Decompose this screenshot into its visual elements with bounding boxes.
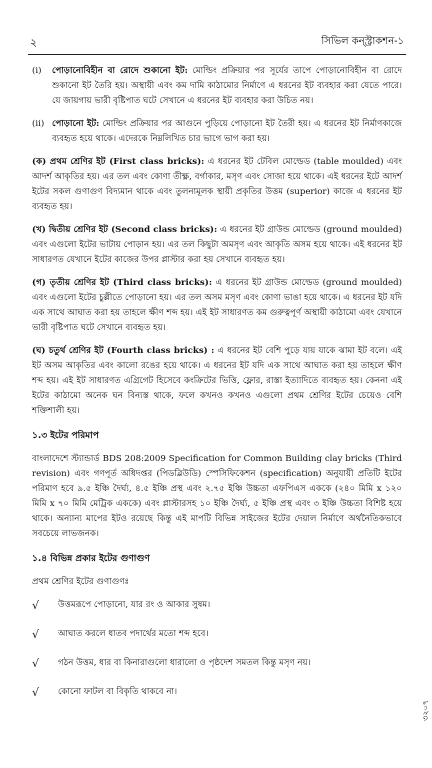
checkmark-icon: √ [32,599,40,612]
item-text [52,64,402,109]
class-description: এ ধরনের ইট বেশি পুড়ে যায় যাকে ঝামা ইট বলে। এই ইট অসম আকৃতির এবং কালো রঙের হয়ে থাকে। এ ধরনের ইট যদি এক সাথে আঘাত করা হয় তাহলে ক্ষীণ শব্দ হয়। এই ইট সাধারণত এগ্রিগেট হিসেবে কংক্রিটের ভিত্তি, ফ্লোর, রাস্তা ইত্যাদিতে ব্যবহৃত হয়। কেননা এই ইটের কাঠামো অনেক ঘন বিন্যস্ত থাকে, ফলে কখনও কখনও এগুলো প্রথম শ্রেণির ইটের চেয়েও বেশি শক্তিশালী হয়। [32,346,402,416]
list-item-text: উত্তমরূপে পোড়ানো, যার রং ও আকার সুষম। [58,600,211,610]
class-description: এ ধরনের ইট টেবিল মোল্ডেড (table moulded) এবং আদর্শ আকৃতির হয়। এর তল এবং কোণা তীক্ষ্ণ, বর্গাকার, মসৃণ এবং সোজা হয়ে থাকে। এই ধরনের ইটে আদর্শ ইটের সকল গুণাগুণ বিদ্যমান থাকে এবং তুলনামূলক স্থায়ী প্রকৃতির উত্তম (superior) কাজে এ ধরনের ইট ব্যবহৃত হয়। [32,157,402,212]
header-rule [28,54,406,55]
list-item-text: আঘাত করলে ধাতব পদার্থের মতো শব্দ হবে। [58,629,209,639]
class-term: (গ) তৃতীয় শ্রেণির ইট (Third class bricks): [32,278,213,288]
list-item [32,656,402,671]
item-marker: (i) [32,66,42,76]
brick-class-paragraph [32,344,402,419]
section-heading: ১.৩ ইটের পরিমাপ [32,431,99,441]
list-item-text: গঠন উত্তম, ধার বা কিনারাগুলো ধারালো ও পৃষ্ঠদেশ সমতল কিন্তু মসৃণ নয়। [58,658,311,668]
properties-list [32,598,402,700]
list-item [32,598,402,613]
class-description: এ ধরনের ইট গ্রাউন্ড মোল্ডেড (ground moulded) এবং এগুলো ইটের চুল্লীতে পোড়ানো হয়। এর তল অসম মসৃণ এবং কোণা ভাঙা হয়ে থাকে। এ ধরনের ইট যদি এক সাথে আঘাত করা হয় তাহলে ক্ষীণ শব্দ হয়। এই ইট সাধারণত কম গুরুত্বপূর্ণ অস্থায়ী কাঠামো এবং যেখানে ভারী বৃষ্টিপাত ঘটে সেখানে ব্যবহৃত হয়। [32,278,403,333]
section-intro: প্রথম শ্রেণির ইটের গুণাগুণঃ [32,577,130,587]
class-term: (খ) দ্বিতীয় শ্রেণির ইট (Second class bricks): [32,225,218,235]
class-term: (ক) প্রথম শ্রেণির ইট (First class bricks): [32,157,205,167]
page-header [30,34,404,52]
item-description: মোল্ডিং প্রক্রিয়ার পর আগুনে পুড়িয়ে পোড়ানো ইট তৈরী হয়। এ ধরনের ইট নির্মাণকাজে ব্যবহৃত হয়ে থাকে। এদেরকে নিম্নলিখিত চার ভাগে ভাগ করা হয়। [52,119,402,144]
item-term: পোড়ানোবিহীন বা রোদে শুকানো ইট: [52,66,188,76]
item-description: মোল্ডিং প্রক্রিয়ার পর সূর্যের তাপে পোড়ানোবিহীন বা রোদে শুকানো ইট তৈরি হয়। অস্থায়ী এবং কম দামি কাঠামোর নির্মাণে এ ধরনের ইট ব্যবহার করা যেতে পারে। যে জায়গায় ভারী বৃষ্টিপাত ঘটে সেখানে এ ধরনের ইট ব্যবহার করা উচিত নয়। [52,66,403,106]
brick-class-paragraph [32,155,402,215]
brick-type-item [32,117,402,147]
brick-class-paragraph [32,276,402,336]
checkmark-icon: √ [32,628,40,641]
running-title: সিভিল কন্‌স্ট্রাকশন-১ [321,36,404,47]
list-item-text: কোনো ফাটল বা বিকৃতি থাকবে না। [58,687,178,697]
list-item [32,627,402,642]
page-content [32,64,402,714]
checkmark-icon: √ [32,657,40,670]
brick-type-item [32,64,402,109]
brick-class-paragraph [32,223,402,268]
item-term: পোড়ানো ইট: [52,119,100,129]
item-text [52,117,402,147]
class-term: (ঘ) চতুর্থ শ্রেণির ইট (Fourth class bricks) : [32,346,215,356]
class-description: এ ধরনের ইট গ্রাউন্ড মোল্ডেড (ground moulded) এবং এগুলো ইটের ভাটায় পোড়ান হয়। এর তল কিছুটা অমসৃণ এবং আকৃতি অসম হয়ে থাকে। এই ধরনের ইট সাধারণত যেখানে ইটের কাজের উপর প্লাস্টার করা হয় সেখানে ব্যবহৃত হয়। [32,225,402,265]
section-body: বাংলাদেশে স্ট্যান্ডার্ড BDS 208:2009 Specification for Common Building clay bricks (Third revision) এবং গণপূর্ত অধিদপ্তর (পিডব্লিউডি) স্পেসিফিকেশন (specification) অনুযায়ী প্রতিটি ইটের পরিমাণ হবে ৯.৫ ইঞ্চি দৈর্ঘ্য, ৪.৫ ইঞ্চি প্রস্থ এবং ২.৭৫ ইঞ্চি উচ্চতা এফপিএস এককে (২৪০ মিমি x ১২০ মিমি x ৭০ মিমি মেট্রিক এককে) এবং প্লাস্টারসহ ১০ ইঞ্চি দৈর্ঘ্য, ৫ ইঞ্চি প্রস্থ এবং ৩ ইঞ্চি উচ্চতা বিশিষ্ট হয়ে থাকে। অন্যান্য মাপের ইটও রয়েছে কিন্তু এই মাপটি বিভিন্ন সাইজের ইটের দেয়াল নির্মাণে অর্থনৈতিকভাবে সবচেয়ে লাভজনক। [32,454,402,539]
item-marker: (ii) [32,119,45,129]
page-code: ৩২০৭ [421,700,430,721]
list-item [32,685,402,700]
section-heading: ১.৪ বিভিন্ন প্রকার ইটের গুণাগুণ [32,554,150,564]
checkmark-icon: √ [32,686,40,699]
page-number: ২ [30,36,38,49]
